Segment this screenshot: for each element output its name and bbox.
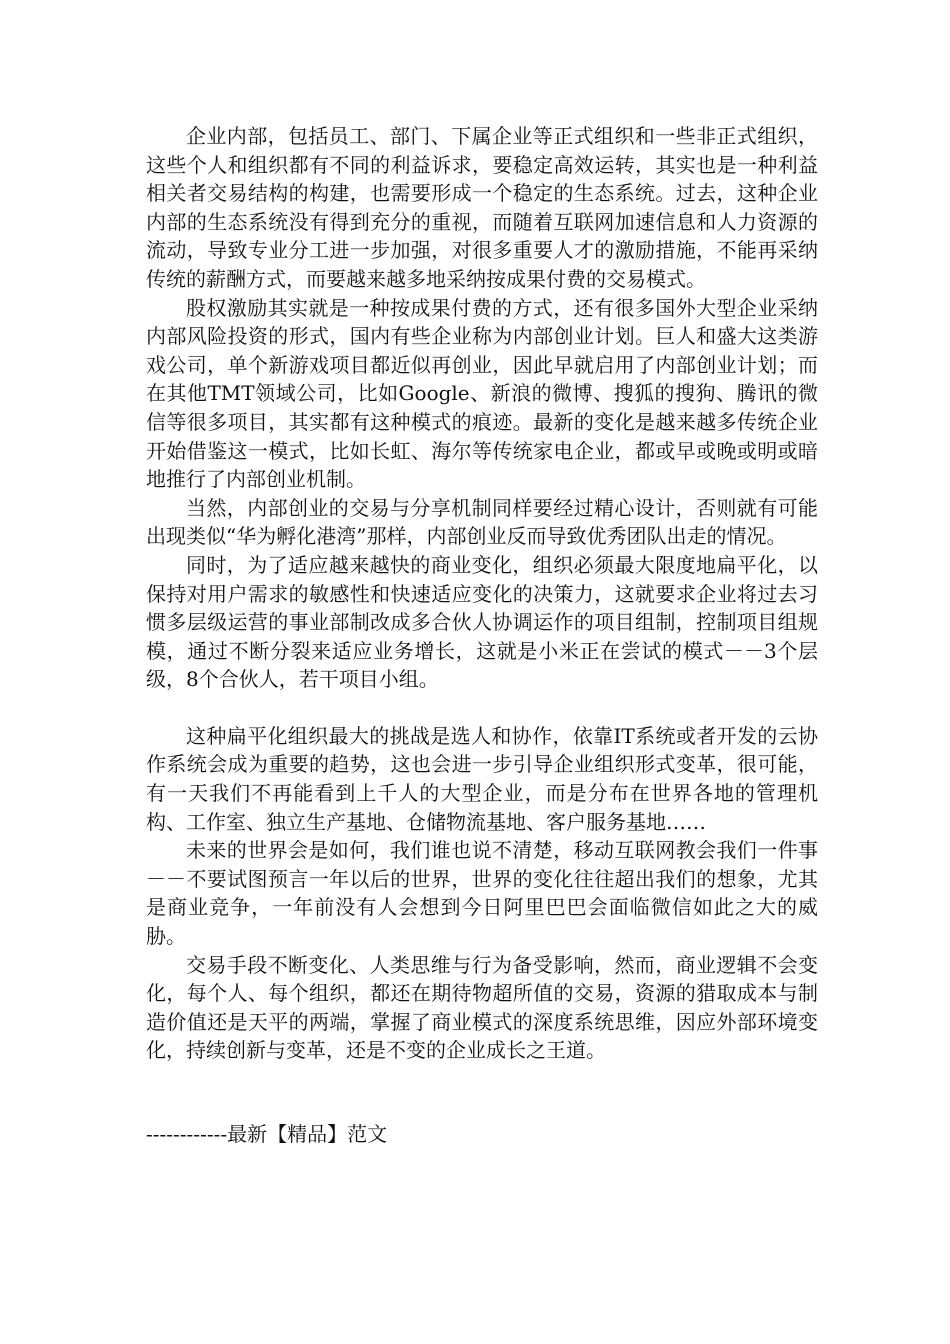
paragraph-collaboration-challenge: 这种扁平化组织最大的挑战是选人和协作，依靠IT系统或者开发的云协作系统会成为重要的趋势，这也会进一步引导企业组织形式变革，很可能，有一天我们不再能看到上千人的大型企业，而是分布在世界各地的管理机构、工作室、独立生产基地、仓储物流基地、客户服务基地……	[146, 723, 818, 834]
paragraph-future-world: 未来的世界会是如何，我们谁也说不清楚，移动互联网教会我们一件事－－不要试图预言一年以后的世界，世界的变化往往超出我们的想象，尤其是商业竞争，一年前没有人会想到今日阿里巴巴会面临微信如此之大的威胁。	[146, 838, 818, 949]
paragraph-internal-ecosystem: 企业内部，包括员工、部门、下属企业等正式组织和一些非正式组织，这些个人和组织都有不同的利益诉求，要稳定高效运转，其实也是一种利益相关者交易结构的构建，也需要形成一个稳定的生态系统。过去，这种企业内部的生态系统没有得到充分的重视，而随着互联网加速信息和人力资源的流动，导致专业分工进一步加强，对很多重要人才的激励措施，不能再采纳传统的薪酬方式，而要越来越多地采纳按成果付费的交易模式。	[146, 124, 818, 291]
paragraph-internal-venture-design: 当然，内部创业的交易与分享机制同样要经过精心设计，否则就有可能出现类似“华为孵化港湾”那样，内部创业反而导致优秀团队出走的情况。	[146, 495, 818, 549]
paragraph-business-logic: 交易手段不断变化、人类思维与行为备受影响，然而，商业逻辑不会变化，每个人、每个组织，都还在期待物超所值的交易，资源的猎取成本与制造价值还是天平的两端，掌握了商业模式的深度系统思维，因应外部环境变化，持续创新与变革，还是不变的企业成长之王道。	[146, 952, 818, 1063]
paragraph-equity-incentive: 股权激励其实就是一种按成果付费的方式，还有很多国外大型企业采纳内部风险投资的形式，国内有些企业称为内部创业计划。巨人和盛大这类游戏公司，单个新游戏项目都近似再创业，因此早就启用了内部创业计划；而在其他TMT领域公司，比如Google、新浪的微博、搜狐的搜狗、腾讯的微信等很多项目，其实都有这种模式的痕迹。最新的变化是越来越多传统企业开始借鉴这一模式，比如长虹、海尔等传统家电企业，都或早或晚或明或暗地推行了内部创业机制。	[146, 295, 818, 492]
paragraph-flat-organization: 同时，为了适应越来越快的商业变化，组织必须最大限度地扁平化，以保持对用户需求的敏感性和快速适应变化的决策力，这就要求企业将过去习惯多层级运营的事业部制改成多合伙人协调运作的项目组制，控制项目组规模，通过不断分裂来适应业务增长，这就是小米正在尝试的模式－－3个层级，8个合伙人，若干项目小组。	[146, 552, 818, 692]
document-body	[146, 122, 818, 1065]
footer-tagline: ------------最新【精品】范文	[146, 1122, 388, 1146]
